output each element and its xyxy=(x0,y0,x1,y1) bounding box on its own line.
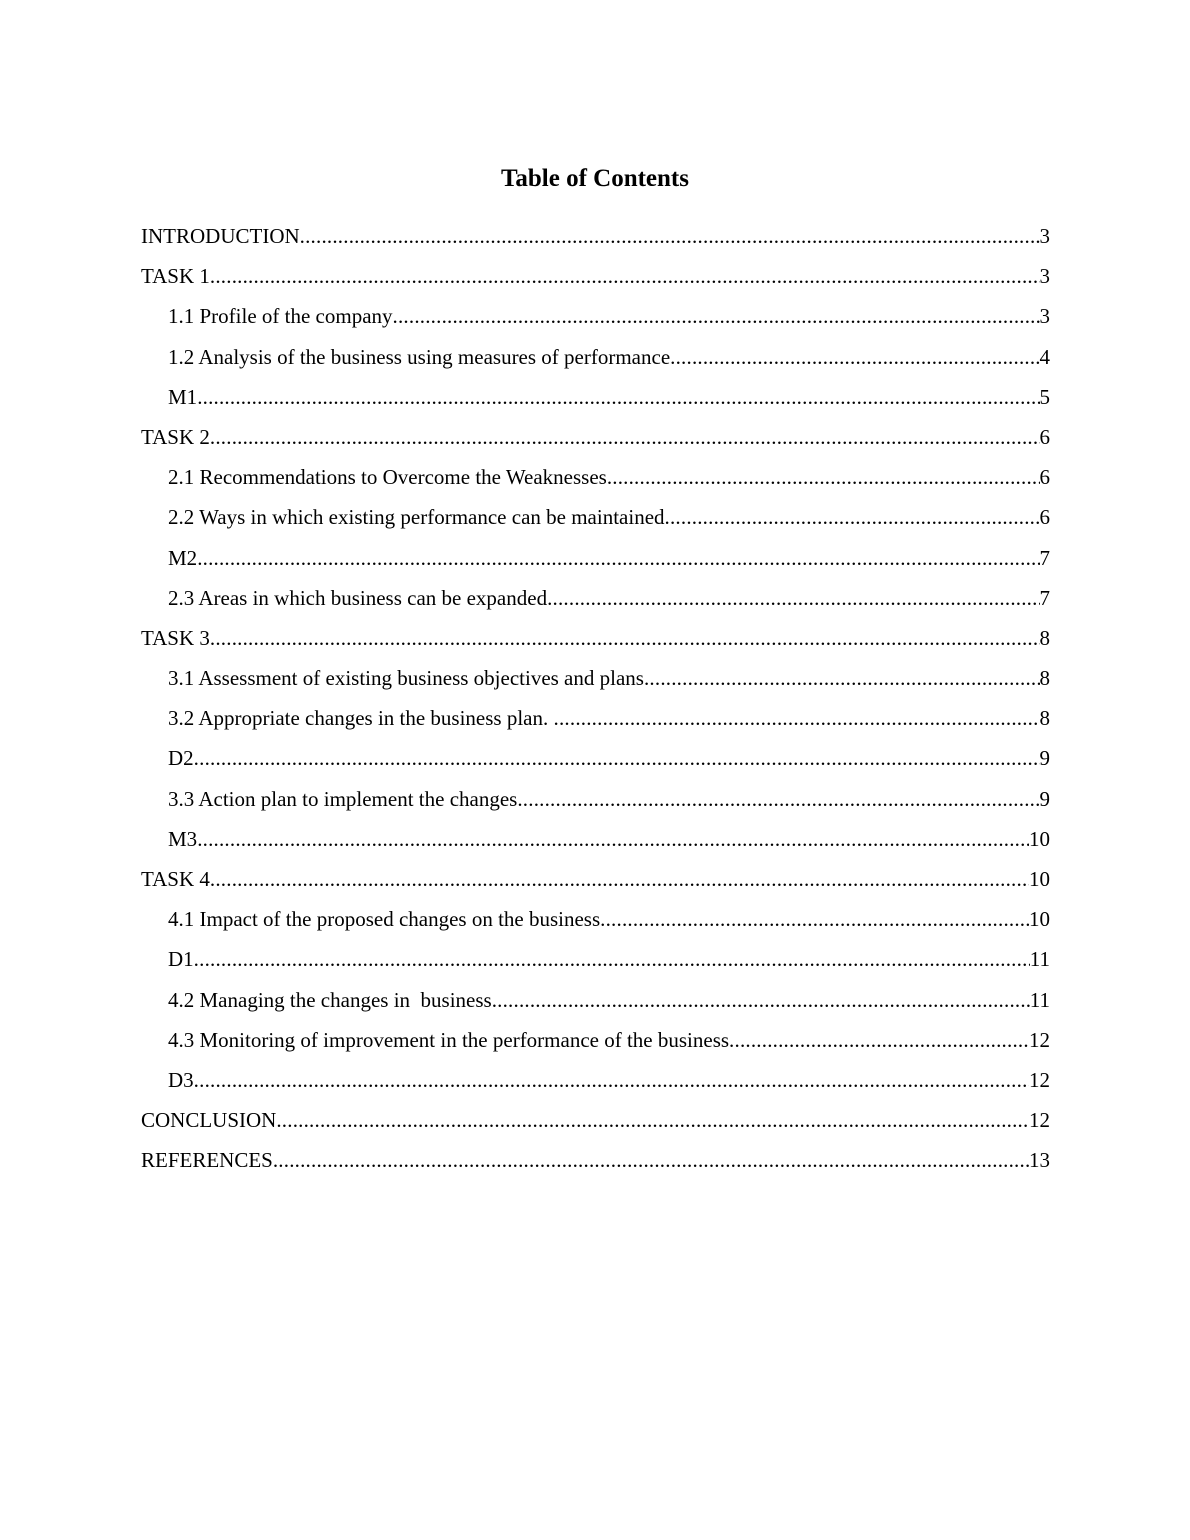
toc-dot-leader xyxy=(194,943,1030,975)
toc-entry[interactable] xyxy=(141,300,1050,340)
toc-entry[interactable] xyxy=(141,622,1050,662)
toc-entry[interactable] xyxy=(141,1064,1050,1104)
toc-entry[interactable] xyxy=(141,341,1050,381)
toc-entry[interactable] xyxy=(141,662,1050,702)
toc-entry[interactable] xyxy=(141,1144,1050,1184)
toc-entry-page-number: 10 xyxy=(1029,826,1050,851)
toc-dot-leader xyxy=(210,863,1029,895)
toc-entry[interactable] xyxy=(141,421,1050,461)
toc-entry-label: 3.2 Appropriate changes in the business plan. xyxy=(168,706,554,731)
toc-dot-leader xyxy=(607,461,1040,493)
toc-dot-leader xyxy=(670,341,1039,373)
toc-entry-page-number: 9 xyxy=(1039,746,1050,771)
toc-entry-label: D3 xyxy=(168,1067,194,1092)
toc-entry[interactable] xyxy=(141,582,1050,622)
toc-entry[interactable] xyxy=(141,742,1050,782)
toc-entry-label: 2.2 Ways in which existing performance can be maintained xyxy=(168,505,665,530)
toc-entry-label: 1.2 Analysis of the business using measures of performance xyxy=(168,344,671,369)
toc-entry-page-number: 12 xyxy=(1029,1067,1050,1092)
toc-dot-leader xyxy=(197,381,1039,413)
toc-entry[interactable] xyxy=(141,943,1050,983)
toc-entry-page-number: 3 xyxy=(1039,304,1050,329)
toc-entry-page-number: 3 xyxy=(1039,264,1050,289)
toc-entry-page-number: 11 xyxy=(1029,987,1050,1012)
toc-entry[interactable] xyxy=(141,823,1050,863)
toc-dot-leader xyxy=(210,622,1040,654)
toc-entry-page-number: 10 xyxy=(1029,907,1050,932)
toc-entry-label: 1.1 Profile of the company xyxy=(168,304,393,329)
toc-dot-leader xyxy=(273,1144,1029,1176)
toc-dot-leader xyxy=(210,260,1040,292)
toc-entry[interactable] xyxy=(141,1104,1050,1144)
toc-entry[interactable] xyxy=(141,542,1050,582)
toc-entry[interactable] xyxy=(141,702,1050,742)
toc-entry-page-number: 5 xyxy=(1039,384,1050,409)
toc-entry-label: TASK 1 xyxy=(141,264,210,289)
toc-entry-label: 2.3 Areas in which business can be expanded xyxy=(168,585,548,610)
toc-entry[interactable] xyxy=(141,220,1050,260)
toc-entry-label: 3.3 Action plan to implement the changes xyxy=(168,786,518,811)
toc-entry-label: CONCLUSION xyxy=(141,1108,277,1133)
toc-entry-page-number: 11 xyxy=(1029,947,1050,972)
toc-dot-leader xyxy=(194,1064,1029,1096)
toc-entry-page-number: 7 xyxy=(1039,545,1050,570)
toc-dot-leader xyxy=(210,421,1040,453)
toc-entry-page-number: 10 xyxy=(1029,867,1050,891)
toc-entry-label: M1 xyxy=(168,384,198,409)
toc-dot-leader xyxy=(547,582,1039,614)
toc-entry[interactable] xyxy=(141,260,1050,300)
toc-entry-page-number: 9 xyxy=(1039,786,1050,811)
toc-entry-page-number: 6 xyxy=(1039,424,1050,449)
toc-entry[interactable] xyxy=(141,783,1050,823)
toc-entry-label: D1 xyxy=(168,947,194,972)
toc-dot-leader xyxy=(276,1104,1029,1136)
toc-entry-label: D2 xyxy=(168,746,194,771)
toc-dot-leader xyxy=(517,783,1039,815)
toc-dot-leader xyxy=(729,1024,1029,1056)
toc-dot-leader xyxy=(197,823,1029,855)
toc-entry-page-number: 6 xyxy=(1039,505,1050,530)
toc-entry-page-number: 8 xyxy=(1039,666,1050,691)
toc-entry-page-number: 8 xyxy=(1039,706,1050,731)
toc-entry-label: M2 xyxy=(168,545,198,570)
toc-entry-page-number: 8 xyxy=(1039,625,1050,650)
toc-dot-leader xyxy=(644,662,1040,694)
toc-entry-page-number: 12 xyxy=(1029,1027,1050,1052)
toc-dot-leader xyxy=(393,300,1040,332)
toc-dot-leader xyxy=(194,742,1040,774)
toc-entry-label: M3 xyxy=(168,826,198,851)
toc-title: Table of Contents xyxy=(501,165,689,192)
toc-entry-page-number: 12 xyxy=(1029,1108,1050,1133)
toc-entry-label: REFERENCES xyxy=(141,1148,273,1173)
toc-entry[interactable] xyxy=(141,501,1050,541)
toc-dot-leader xyxy=(197,542,1039,574)
toc-entry-label: 4.2 Managing the changes in business xyxy=(168,987,492,1012)
toc-entry-label: 4.1 Impact of the proposed changes on the business xyxy=(168,907,601,932)
toc-entry-label: 2.1 Recommendations to Overcome the Weaknesses xyxy=(168,465,607,490)
toc-entry-page-number: 7 xyxy=(1039,585,1050,610)
toc-entry-page-number: 3 xyxy=(1039,224,1050,248)
toc-dot-leader xyxy=(300,220,1040,252)
toc-dot-leader xyxy=(554,702,1040,734)
toc-entry-page-number: 13 xyxy=(1029,1148,1050,1173)
toc-entry[interactable] xyxy=(141,381,1050,421)
toc-entry[interactable] xyxy=(141,1024,1050,1064)
toc-entry-page-number: 6 xyxy=(1039,465,1050,490)
toc-entry-label: TASK 2 xyxy=(141,424,210,449)
toc-entry[interactable] xyxy=(141,984,1050,1024)
toc-dot-leader xyxy=(600,903,1029,935)
toc-entry-label: INTRODUCTION xyxy=(141,224,300,248)
toc-entry[interactable] xyxy=(141,903,1050,943)
toc-dot-leader xyxy=(492,984,1030,1016)
toc-entry[interactable] xyxy=(141,461,1050,501)
toc-entry[interactable] xyxy=(141,863,1050,903)
toc-dot-leader xyxy=(665,501,1040,533)
toc-list xyxy=(141,220,1050,1185)
toc-entry-label: TASK 4 xyxy=(141,867,210,891)
toc-entry-label: 3.1 Assessment of existing business objectives and plans xyxy=(168,666,644,691)
toc-entry-label: 4.3 Monitoring of improvement in the performance of the business xyxy=(168,1027,730,1052)
toc-entry-label: TASK 3 xyxy=(141,625,210,650)
toc-entry-page-number: 4 xyxy=(1039,344,1050,369)
